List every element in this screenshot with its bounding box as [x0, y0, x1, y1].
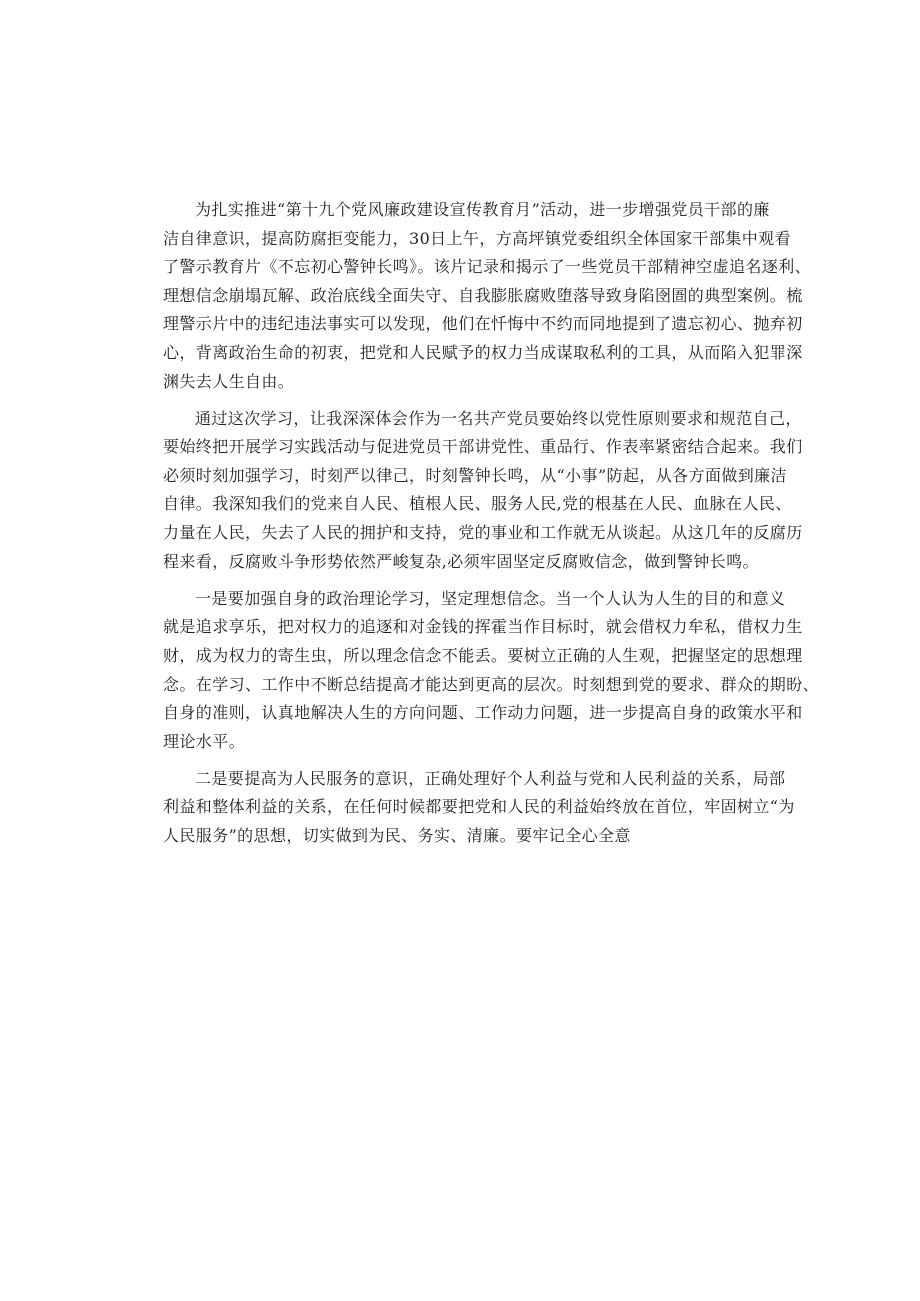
- text-line: 心，背离政治生命的初衷，把党和人民赋予的权力当成谋取私利的工具，从而陷入犯罪深: [163, 342, 803, 362]
- text-line: 渊失去人生自由。: [163, 371, 295, 391]
- text-line: 自律。我深知我们的党来自人民、植根人民、服务人民,党的根基在人民、血脉在人民、: [163, 494, 792, 514]
- text-line: 一是要加强自身的政治理论学习，坚定理想信念。当一个人认为人生的目的和意义: [195, 588, 786, 608]
- text-line: 念。在学习、工作中不断总结提高才能达到更高的层次。时刻想到党的要求、群众的期盼、: [163, 674, 820, 694]
- text-line: 就是追求享乐，把对权力的追逐和对金钱的挥霍当作目标时，就会借权力牟私，借权力生: [163, 617, 803, 637]
- text-line: 为扎实推进“第十九个党风廉政建设宣传教育月”活动，进一步增强党员干部的廉: [195, 200, 770, 219]
- text-line: 自身的准则，认真地解决人生的方向问题、工作动力问题，进一步提高自身的政策水平和: [163, 703, 803, 723]
- text-line: 洁自律意识，提高防腐拒变能力，30日上午，方高坪镇党委组织全体国家干部集中观看: [163, 228, 791, 248]
- text-line: 程来看，反腐败斗争形势依然严峻复杂,必须牢固坚定反腐败信念，做到警钟长鸣。: [163, 551, 759, 571]
- paragraph-4: [163, 765, 795, 851]
- paragraph-3: [163, 585, 820, 757]
- paragraph-2: [163, 405, 803, 577]
- text-line: 理想信念崩塌瓦解、政治底线全面失守、自我膨胀腐败堕落导致身陷囹圄的典型案例。梳: [163, 285, 803, 305]
- text-line: 理论水平。: [163, 731, 246, 751]
- paragraph-1: [163, 196, 812, 396]
- text-line: 了警示教育片《不忘初心警钟长鸣》。该片记录和揭示了一些党员干部精神空虚追名逐利、: [163, 257, 812, 277]
- text-line: 通过这次学习，让我深深体会作为一名共产党员要始终以党性原则要求和规范自己，: [195, 408, 802, 428]
- text-line: 二是要提高为人民服务的意识，正确处理好个人利益与党和人民利益的关系，局部: [195, 768, 786, 788]
- text-line: 财，成为权力的寄生虫，所以理念信念不能丢。要树立正确的人生观，把握坚定的思想理: [163, 645, 803, 665]
- text-line: 人民服务”的思想，切实做到为民、务实、清廉。要牢记全心全意: [163, 825, 631, 845]
- document-body: [163, 196, 820, 851]
- text-line: 理警示片中的违纪违法事实可以发现，他们在忏悔中不约而同地提到了遗忘初心、抛弃初: [163, 314, 803, 334]
- text-line: 利益和整体利益的关系，在任何时候都要把党和人民的利益始终放在首位，牢固树立“为: [163, 797, 795, 817]
- text-line: 必须时刻加强学习，时刻严以律己，时刻警钟长鸣，从“小事”防起，从各方面做到廉洁: [163, 465, 787, 485]
- text-line: 力量在人民，失去了人民的拥护和支持，党的事业和工作就无从谈起。从这几年的反腐历: [163, 523, 803, 543]
- text-line: 要始终把开展学习实践活动与促进党员干部讲党性、重品行、作表率紧密结合起来。我们: [163, 437, 803, 457]
